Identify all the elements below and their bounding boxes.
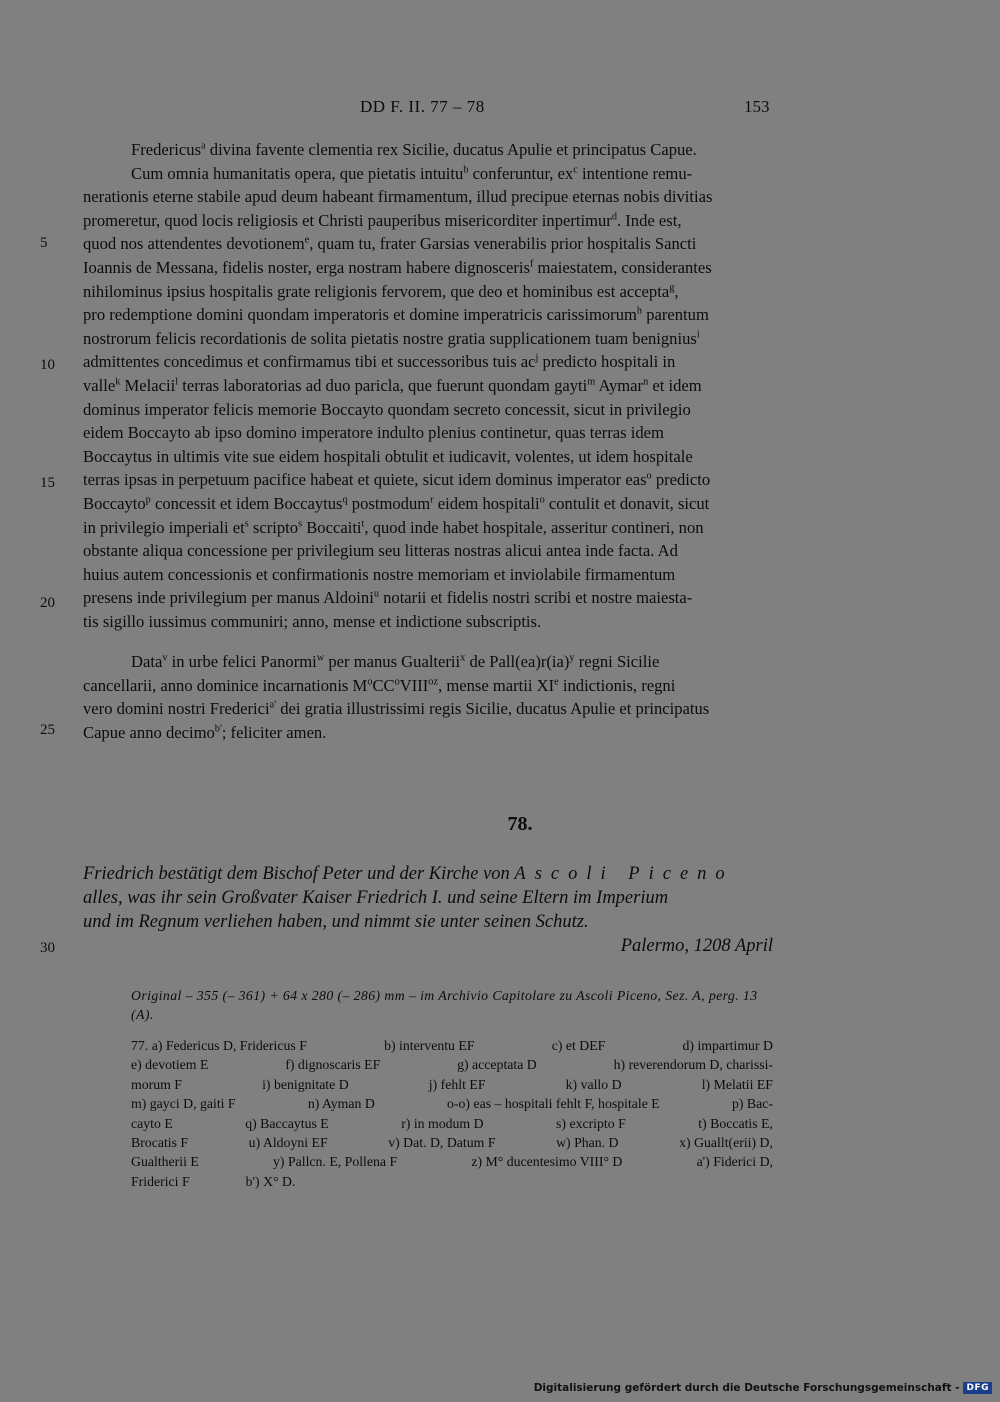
footnote-marker: f	[529, 258, 534, 270]
footnote-marker: o	[539, 494, 545, 506]
text-line: eidem Boccayto ab ipso domino imperatore indulto plenius continetur, quas terras idem	[83, 423, 664, 443]
text-line: huius autem concessionis et confirmationis nostre memoriam et inviolabile firmamentum	[83, 564, 676, 584]
note-row: morum F i) benignitate D j) fehlt EF k) vallo D l) Melatii EF	[131, 1076, 773, 1092]
footnote-marker: e	[304, 235, 310, 246]
document-77-text	[83, 138, 773, 633]
note-row: Friderici F b') X° D.	[131, 1173, 296, 1189]
text-line: Data$^v$ in urbe felici Panormi$^w$ per manus Gualterii$^x$ de Pall(ea)r(ia)$^y$ regni Sicilie	[131, 652, 660, 671]
footnote-marker: g	[669, 282, 675, 294]
document-number: 78.	[507, 813, 533, 835]
note-row: Brocatis F u) Aldoyni EF v) Dat. D, Datum F w) Phan. D x) Guallt(erii) D,	[131, 1134, 773, 1150]
text-line: nihilominus ipsius hospitalis grate religionis fervorem, que deo et hominibus est accepta$^g$,	[83, 281, 679, 301]
footnote-marker: h	[636, 305, 643, 317]
funding-footer	[534, 1382, 992, 1394]
footnote-marker: a'	[269, 699, 277, 711]
text-line: tis sigillo iussimus communiri; anno, mense et indictione subscriptis.	[83, 611, 542, 631]
text-line: pro redemptione domini quondam imperatoris et domine imperatricis carissimorum$^h$ parentum	[83, 305, 709, 325]
footnote-marker: c	[573, 164, 578, 176]
text-line: Cum omnia humanitatis opera, que pietatis intuitu$^b$ conferuntur, $ex^c$ intentione remu-	[131, 163, 693, 183]
footnote-marker: d	[611, 211, 617, 223]
dating-clause	[83, 650, 773, 744]
footnote-marker: t	[361, 518, 365, 530]
footnote-marker: b'	[214, 723, 222, 735]
footnote-marker: i	[696, 329, 700, 341]
text-line: Boccayto$^p$ concessit et idem Boccaytus$^q$ postmodum$^r$ eidem hospitali$^o$ contulit et donavit, sicut	[83, 493, 710, 513]
footnote-marker: y	[569, 652, 575, 664]
text-line: nerationis eterne stabile apud deum habeant firmamentum, illud precipue eternas nobis divitias	[83, 187, 713, 207]
footnote-marker: u	[373, 588, 379, 600]
regest-line: Friedrich bestätigt dem Bischof Peter und der Kirche von Ascoli Piceno	[83, 864, 734, 884]
text-line: valle$^k$ Melacii$^l$ terras laboratorias ad duo paricla, que fuerunt quondam gayti$^m$ Aymar$^n$ et idem	[83, 375, 702, 395]
line-number: 20	[40, 595, 55, 611]
text-line: obstante aliqua concessione per privilegium seu litteras nostras alicui antea inde facta. Ad	[83, 541, 678, 561]
footnote-marker: q	[342, 494, 348, 506]
text-line: dominus imperator felicis memorie Boccayto quondam secreto concessit, sicut in privilegio	[83, 399, 691, 419]
footnote-marker: n	[643, 376, 649, 388]
note-row: Gualtherii E y) Pallcn. E, Pollena F z) M° ducentesimo VIII° D a') Fiderici D,	[131, 1154, 773, 1170]
dfg-logo-icon: DFG	[963, 1382, 992, 1394]
text-line: nostrorum felicis recordationis de solita pietatis nostre gratia supplicationem tuam benignius$^i$	[83, 328, 700, 348]
line-number: 10	[40, 357, 55, 373]
footnote-marker: v	[162, 652, 168, 664]
text-line: Capue anno decimo$^{b'}$; feliciter amen.	[83, 722, 327, 742]
footnote-marker: b	[463, 164, 469, 176]
text-line: quod nos attendentes devotionem$^e$, quam tu, frater Garsias venerabilis prior hospitalis Sancti	[83, 234, 697, 254]
regest	[83, 862, 773, 958]
footnote-marker: o	[367, 676, 373, 688]
text-line: admittentes concedimus et confirmamus tibi et successoribus tuis $ac^j$ predicto hospitali in	[83, 352, 676, 372]
text-line: promeretur, quod locis religiosis et Christi pauperibus misericorditer inpertimur$^d$. Inde est,	[83, 210, 682, 230]
footnote-marker: o	[394, 676, 400, 688]
line-number: 5	[40, 235, 48, 251]
footer-text: Digitalisierung gefördert durch die Deutsche Forschungsgemeinschaft -	[533, 1382, 960, 1394]
text-line: Fredericus$^a$ divina favente clementia rex Sicilie, ducatus Apulie et principatus Capue.	[131, 140, 697, 159]
footnote-marker: r	[430, 494, 434, 506]
line-number: 15	[40, 475, 55, 491]
note-row: cayto E q) Baccaytus E r) in modum D s) excripto F t) Boccatis E,	[131, 1115, 773, 1131]
footnote-marker: a	[201, 140, 206, 152]
footnote-marker: s	[298, 518, 303, 530]
line-number: 30	[40, 940, 55, 956]
note-row: 77. a) Federicus D, Fridericus F b) interventu EF c) et DEF d) impartimur D	[131, 1038, 773, 1053]
text-line: vero domini nostri Frederici$^{a'}$ dei gratia illustrissimi regis Sicilie, ducatus Apulie et principatus	[83, 699, 710, 719]
critical-apparatus	[131, 1036, 773, 1191]
running-title: DD F. II. 77 – 78	[360, 97, 485, 116]
text-line: Ioannis de Messana, fidelis noster, erga nostram habere dignosceris$^f$ maiestatem, considerantes	[83, 257, 712, 277]
text-line: terras ipsas in perpetuum pacifice habeat et quiete, sicut idem dominus imperator eas$^o$ predicto	[83, 470, 711, 490]
original-description: Original – 355 (– 361) + 64 x 280 (– 286) mm – im Archivio Capitolare zu Ascoli Piceno, Sez. A, perg. 13 (A).	[131, 988, 758, 1022]
place-date: Palermo, 1208 April	[620, 936, 773, 956]
footnote-marker: e	[554, 676, 559, 688]
footnote-marker: w	[316, 652, 325, 664]
note-row: e) devotiem E f) dignoscaris EF g) acceptata D h) reverendorum D, charissi-	[131, 1057, 773, 1073]
text-line: presens inde privilegium per manus Aldoini$^u$ notarii et fidelis nostri scribi et nostre maiesta-	[83, 588, 693, 608]
footnote-marker: p	[145, 494, 151, 506]
page-number: 153	[744, 97, 770, 116]
footnote-marker: x	[460, 652, 466, 664]
footnote-marker: l	[175, 376, 179, 388]
line-number: 25	[40, 722, 55, 738]
regest-line: und im Regnum verliehen haben, und nimmt sie unter seinen Schutz.	[83, 912, 589, 932]
text-line: Boccaytus in ultimis vite sue eidem hospitali obtulit et iudicavit, volentes, ut idem hospitale	[83, 446, 693, 466]
footnote-marker: k	[115, 376, 121, 388]
text-line: cancellarii, anno dominice incarnationis $M^oCC^oVIII^{oz}$, mense martii XIe indictionis, regni	[83, 675, 676, 695]
footnote-marker: s	[244, 518, 249, 530]
note-row: m) gayci D, gaiti F n) Ayman D o-o) eas – hospitali fehlt F, hospitale E p) Bac-	[131, 1096, 773, 1112]
footnote-marker: m	[587, 376, 596, 388]
text-line: in privilegio imperiali $et^s$ scripto$^s$ Boccaiti$^t$, quod inde habet hospitale, asseritur contineri, non	[83, 517, 704, 537]
regest-line: alles, was ihr sein Großvater Kaiser Friedrich I. und seine Eltern im Imperium	[83, 888, 669, 908]
footnote-marker: oz	[428, 676, 439, 688]
footnote-marker: j	[535, 352, 539, 364]
footnote-marker: o	[646, 470, 652, 482]
